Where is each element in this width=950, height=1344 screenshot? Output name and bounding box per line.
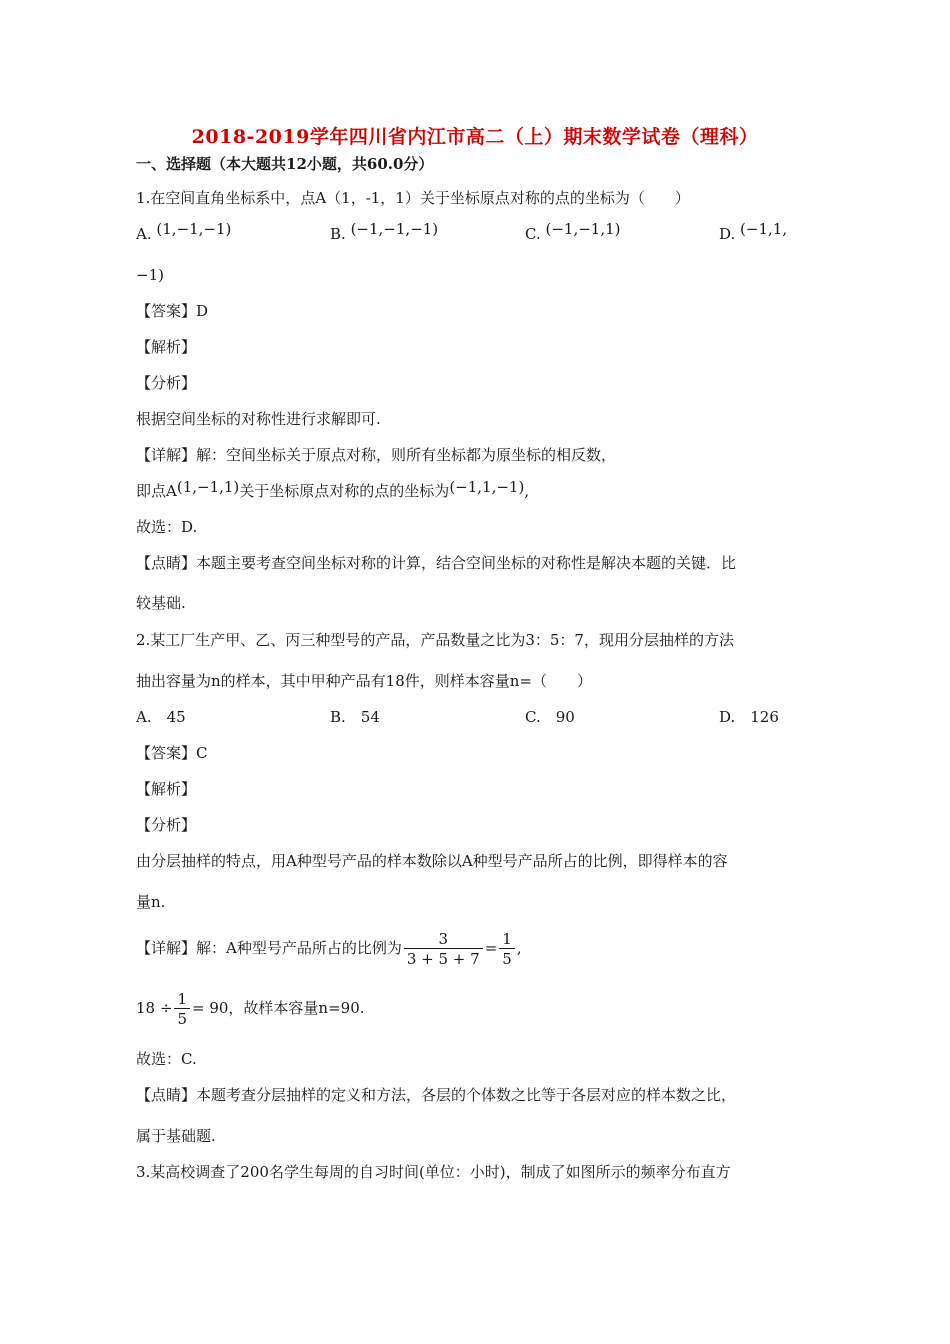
fraction-numerator: 1 bbox=[502, 929, 512, 948]
q1-option-b-label: B. bbox=[330, 225, 346, 243]
page-title: 2018-2019学年四川省内江市高二（上）期末数学试卷（理科） bbox=[191, 126, 759, 148]
q2-comment-line1: 【点睛】本题考查分层抽样的定义和方法，各层的个体数之比等于各层对应的样本数之比， bbox=[136, 1086, 737, 1104]
q1-option-d-value: (−1,1, bbox=[740, 220, 788, 238]
q2-option-b: B. 54 bbox=[330, 708, 380, 726]
q1-option-c-label: C. bbox=[525, 225, 541, 243]
q2-fraction-one-fifth bbox=[174, 990, 190, 1029]
q3-stem-line1: 3.某高校调查了200名学生每周的自习时间(单位：小时)，制成了如图所示的频率分布直方 bbox=[136, 1163, 731, 1181]
q2-detail-text: 【详解】解：A种型号产品所占的比例为 bbox=[136, 939, 402, 957]
q2-stem-line1: 2.某工厂生产甲、乙、丙三种型号的产品，产品数量之比为3：5：7，现用分层抽样的方法 bbox=[136, 631, 734, 649]
q2-comment-line2: 属于基础题. bbox=[136, 1127, 216, 1145]
q2-detail-line1 bbox=[136, 926, 522, 970]
q1-jiexi-heading: 【解析】 bbox=[136, 338, 197, 356]
q2-fenxi-text-line2: 量n. bbox=[136, 893, 166, 911]
q2-jiexi-heading: 【解析】 bbox=[136, 780, 197, 798]
q1-detail-text2: 关于坐标原点对称的点的坐标为 bbox=[239, 482, 450, 500]
q2-choose: 故选：C. bbox=[136, 1050, 197, 1068]
q1-fenxi-heading: 【分析】 bbox=[136, 374, 197, 392]
q1-answer: 【答案】D bbox=[136, 302, 209, 320]
q1-symmetric-point: (−1,1,−1) bbox=[449, 478, 525, 496]
q2-fenxi-text-line1: 由分层抽样的特点，用A种型号产品的样本数除以A种型号产品所占的比例，即得样本的容 bbox=[136, 852, 728, 870]
q2-detail-line2 bbox=[136, 986, 365, 1030]
fraction-denominator: 3 + 5 + 7 bbox=[404, 948, 483, 969]
q1-option-d bbox=[719, 220, 788, 244]
q1-comment-line1: 【点睛】本题主要考查空间坐标对称的计算，结合空间坐标的对称性是解决本题的关键．比 bbox=[136, 554, 737, 572]
q1-option-b-value: (−1,−1,−1) bbox=[350, 220, 439, 238]
section-heading: 一、选择题（本大题共12小题，共60.0分） bbox=[136, 155, 434, 173]
q2-fenxi-heading: 【分析】 bbox=[136, 816, 197, 834]
equals-sign: = bbox=[484, 939, 498, 957]
q1-option-c bbox=[525, 220, 621, 244]
q1-option-c-value: (−1,−1,1) bbox=[545, 220, 621, 238]
q1-option-a bbox=[136, 220, 232, 244]
q2-sample-size-text: ，故样本容量n=90. bbox=[228, 999, 365, 1017]
q1-point-a: (1,−1,1) bbox=[176, 478, 240, 496]
fraction-numerator: 1 bbox=[177, 989, 187, 1008]
q2-fraction-ratio bbox=[404, 930, 483, 969]
q2-fraction-result bbox=[499, 930, 515, 969]
q2-detail-comma: , bbox=[516, 939, 522, 957]
fraction-denominator: 5 bbox=[174, 1008, 190, 1029]
q1-option-d-continued: −1) bbox=[136, 266, 164, 284]
q2-answer: 【答案】C bbox=[136, 744, 208, 762]
q1-stem: 1.在空间直角坐标系中，点A（1，-1，1）关于坐标原点对称的点的坐标为（ ） bbox=[136, 189, 690, 207]
q1-choose: 故选：D. bbox=[136, 518, 198, 536]
fraction-numerator: 3 bbox=[438, 929, 449, 948]
q1-detail-comma: , bbox=[524, 482, 530, 500]
q1-option-a-label: A. bbox=[136, 225, 152, 243]
q2-option-a: A. 45 bbox=[136, 708, 186, 726]
q1-option-a-value: (1,−1,−1) bbox=[156, 220, 232, 238]
q1-fenxi-text: 根据空间坐标的对称性进行求解即可. bbox=[136, 410, 381, 428]
q2-stem-line2: 抽出容量为n的样本，其中甲种产品有18件，则样本容量n=（ ） bbox=[136, 672, 592, 690]
q2-division-expr: 18 ÷ bbox=[136, 999, 173, 1017]
q1-option-d-label: D. bbox=[719, 225, 736, 243]
q1-detail-text: 即点A bbox=[136, 482, 177, 500]
q1-detail-line1: 【详解】解：空间坐标关于原点对称，则所有坐标都为原坐标的相反数， bbox=[136, 446, 617, 464]
q2-option-d: D. 126 bbox=[719, 708, 779, 726]
q1-option-b bbox=[330, 220, 439, 244]
q2-division-result: = 90 bbox=[191, 999, 229, 1017]
q2-option-c: C. 90 bbox=[525, 708, 575, 726]
fraction-denominator: 5 bbox=[499, 948, 515, 969]
q1-comment-line2: 较基础. bbox=[136, 594, 186, 612]
q1-detail-line2 bbox=[136, 478, 530, 501]
